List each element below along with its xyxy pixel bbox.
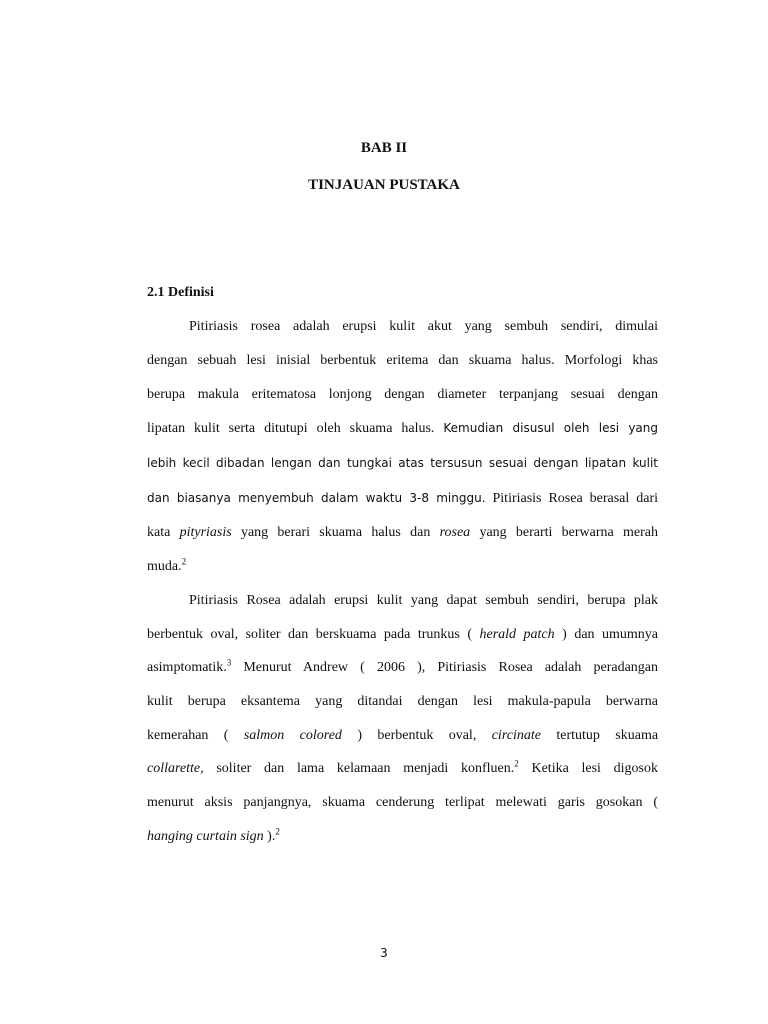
text-line: dengan sebuah lesi inisial berbentuk eritema dan skuama halus. Morfologi khas	[147, 353, 658, 368]
text-line	[147, 524, 658, 541]
text-line	[147, 828, 658, 845]
footnote-ref: 2	[514, 758, 519, 769]
chapter-title: TINJAUAN PUSTAKA	[308, 177, 460, 193]
text-line	[147, 558, 658, 575]
text-italic: rosea	[439, 525, 471, 540]
text-line: Pitiriasis Rosea adalah erupsi kulit yang dapat sembuh sendiri, berupa plak	[189, 593, 658, 608]
text-span: yang berari skuama halus dan	[240, 525, 431, 540]
text-span: kemerahan (	[147, 728, 229, 743]
text-line	[147, 659, 658, 676]
text-span: tertutup skuama	[556, 728, 659, 743]
text-line	[147, 760, 658, 777]
text-span: yang berarti berwarna merah	[479, 525, 658, 540]
text-span: ) berbentuk oval,	[357, 728, 477, 743]
text-line	[147, 626, 658, 643]
text-line: kulit berupa eksantema yang ditandai dengan lesi makula-papula berwarna	[147, 694, 658, 709]
text-span: asimptomatik.	[147, 660, 227, 675]
text-span: Ketika lesi digosok	[531, 761, 658, 776]
footnote-ref: 2	[181, 556, 187, 567]
text-italic: hanging curtain sign	[147, 829, 264, 844]
chapter-number: BAB II	[360, 140, 408, 156]
text-span: kata	[147, 525, 171, 540]
text-italic: pityriasis	[179, 525, 232, 540]
text-span: ).	[267, 829, 276, 844]
text-line	[147, 420, 658, 437]
text-italic: collarette,	[147, 761, 204, 776]
footnote-ref: 3	[226, 657, 232, 668]
text-span: Menurut Andrew ( 2006 ), Pitiriasis Rosea adalah peradangan	[243, 660, 659, 675]
text-span	[216, 758, 519, 776]
text-span: Kemudian disusul oleh lesi yang	[443, 421, 659, 435]
text-span: Pitiriasis Rosea berasal dari	[492, 491, 659, 506]
text-line: lebih kecil dibadan lengan dan tungkai atas tersusun sesuai dengan lipatan kulit	[147, 456, 658, 470]
page-number: 3	[380, 946, 388, 960]
text-line: menurut aksis panjangnya, skuama cenderung terlipat melewati garis gosokan (	[147, 795, 658, 810]
text-span: muda.	[147, 559, 182, 574]
text-line: berupa makula eritematosa lonjong dengan diameter terpanjang sesuai dengan	[147, 387, 658, 402]
text-italic: circinate	[491, 728, 541, 743]
text-span: lipatan kulit serta ditutupi oleh skuama halus.	[147, 421, 435, 436]
text-italic: salmon colored	[243, 728, 342, 743]
text-italic: herald patch	[479, 627, 555, 642]
text-span: berbentuk oval, soliter dan berskuama pada trunkus (	[147, 627, 472, 642]
text-span: dan biasanya menyembuh dalam waktu 3-8 minggu.	[147, 491, 486, 505]
text-span: soliter dan lama kelamaan menjadi konfluen.	[216, 761, 515, 776]
text-line	[147, 490, 658, 507]
text-span	[147, 657, 232, 675]
section-heading: 2.1 Definisi	[147, 285, 214, 300]
text-line: Pitiriasis rosea adalah erupsi kulit akut yang sembuh sendiri, dimulai	[189, 319, 658, 334]
text-span: ) dan umumnya	[562, 627, 659, 642]
footnote-ref: 2	[275, 826, 280, 837]
text-line	[147, 727, 658, 744]
